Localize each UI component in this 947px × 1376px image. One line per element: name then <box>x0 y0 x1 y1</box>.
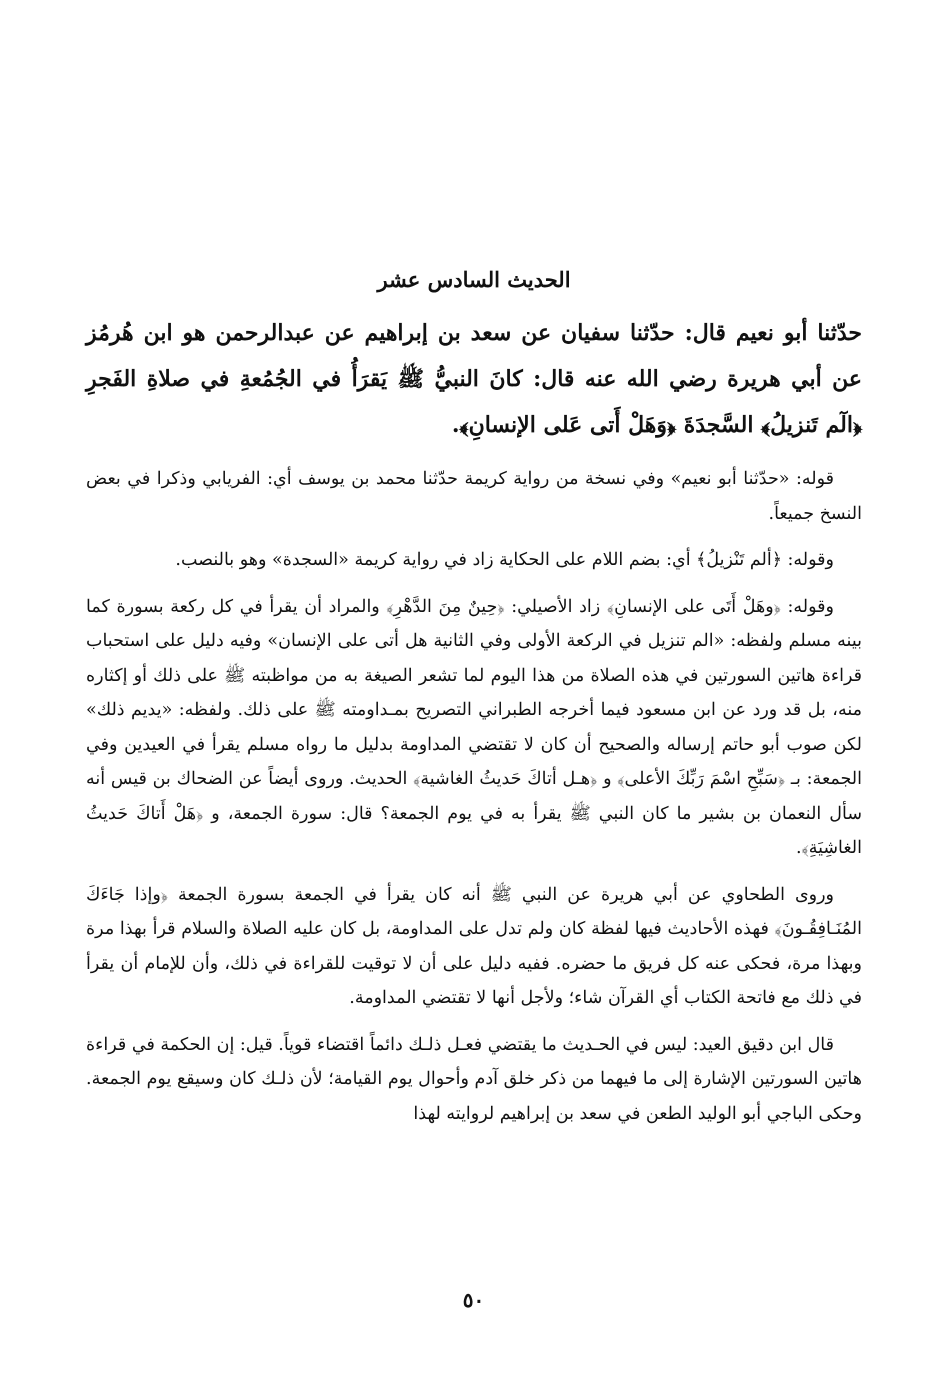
commentary-paragraph-5: قال ابن دقيق العيد: ليس في الحـديث ما يقتضي فعـل ذلـك دائماً اقتضاء قوياً. قيل: إن الحكمة في قراءة هاتين السورتين الإشارة إلى ما فيهما من ذكر خلق آدم وأحوال يوم القيامة؛ لأن ذلـك كان وسيقع يوم الجمعة. وحكى الباجي أبو الوليد الطعن في سعد بن إبراهيم لروايته لهذا <box>86 1034 862 1124</box>
commentary-paragraph-1: قوله: «حدّثنا أبو نعيم» وفي نسخة من رواية كريمة حدّثنا محمد بن يوسف أي: الفريابي وذكرا في بعض النسخ جميعاً. <box>86 469 862 524</box>
page-title: الحديث السادس عشر <box>377 267 571 292</box>
commentary-paragraph-4: وروى الطحاوي عن أبي هريرة عن النبي ﷺ أنه كان يقرأ في الجمعة بسورة الجمعة ﴿وإذا جَاءَكَ المُنَـافِقُـونَ﴾ فهذه الأحاديث فيها لفظة كان ولم تدل على المداومة، بل كان عليه الصلاة والسلام قرأ بهذا مرة وبهذا مرة، فحكى عنه كل فريق ما حضره. ففيه دليل على أن لا توقيت للقراءة في ذلك، وأن للإمام أن يقرأ في ذلك مع فاتحة الكتاب أي القرآن شاء؛ ولأجل أنها لا تقتضي المداومة. <box>86 884 862 1008</box>
hadith-text: حدّثنا أبو نعيم قال: حدّثنا سفيان عن سعد بن إبراهيم عن عبدالرحمن هو ابن هُرمُز عن أبي هريرة رضي الله عنه قال: كانَ النبيُّ ﷺ يَقرَأُ في الجُمُعةِ في صلاةِ الفَجرِ ﴿الٓم تَنزيلُ﴾ السَّجدَةَ ﴿وَهَلْ أَتى عَلى الإنسانِ﴾. <box>86 320 862 438</box>
commentary-paragraph-2: وقوله: ﴿ألم تَنْزيلُ﴾ أي: بضم اللام على الحكاية زاد في رواية كريمة «السجدة» وهو بالنصب. <box>175 550 834 570</box>
page-number: ٥٠ <box>462 1288 485 1312</box>
page-body <box>86 262 862 1143</box>
commentary-paragraph-3: وقوله: ﴿وهَلْ أَتَى على الإنسانِ﴾ زاد الأصيلي: ﴿حِينٌ مِنَ الدَّهْرِ﴾ والمراد أن يقرأ في كل ركعة بسورة كما بينه مسلم ولفظه: «الم تنزيل في الركعة الأولى وفي الثانية هل أتى على الإنسان» وفيه دليل على استحباب قراءة هاتين السورتين في هذه الصلاة من هذا اليوم لما تشعر الصيغة به من مواظبته ﷺ على ذلك أو إكثاره منه، بل قد ورد عن ابن مسعود فيما أخرجه الطبراني التصريح بمـداومته ﷺ على ذلك. ولفظه: «يديم ذلك» لكن صوب أبو حاتم إرساله والصحيح أن كان لا تقتضي المداومة بدليل ما رواه مسلم يقرأ في العيدين وفي الجمعة: بـ ﴿سَبِّحِ اسْمَ رَبِّكَ الأعلى﴾ و ﴿هـل أتاكَ حَديثُ الغاشية﴾ الحديث. وروى أيضاً عن الضحاك بن قيس أنه سأل النعمان بن بشير ما كان النبي ﷺ يقرأ به في يوم الجمعة؟ قال: سورة الجمعة، و ﴿هَلْ أَتاكَ حَديثُ الغاشِيَةِ﴾. <box>86 596 862 858</box>
